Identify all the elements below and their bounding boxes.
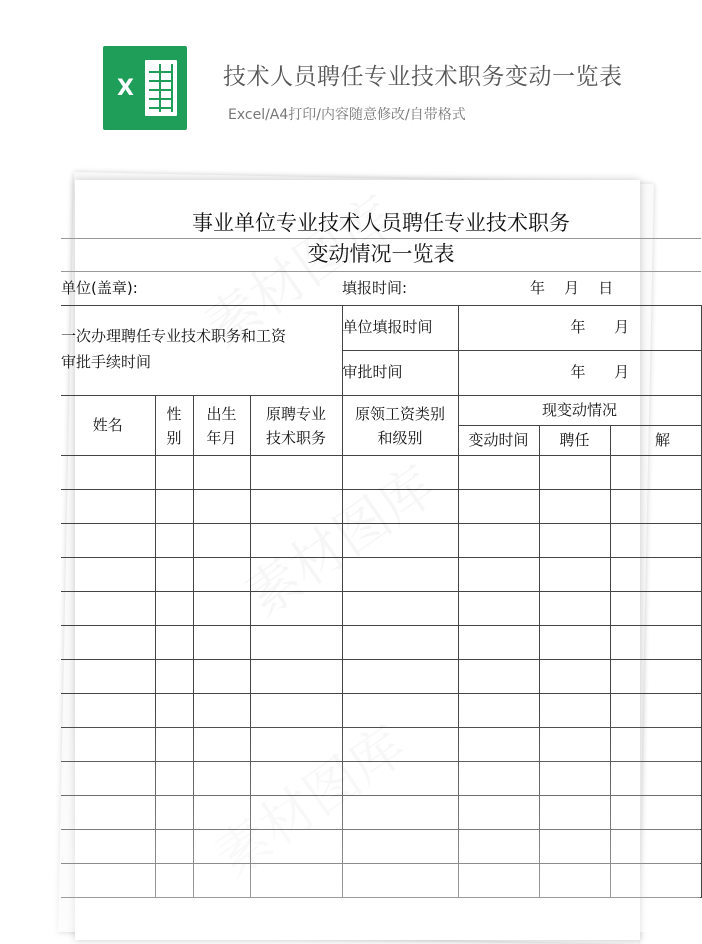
table-cell[interactable]: [539, 864, 610, 898]
table-cell[interactable]: [539, 694, 610, 728]
table-cell[interactable]: [610, 728, 701, 762]
table-cell[interactable]: [193, 592, 250, 626]
header-birth-1: 出生: [206, 404, 237, 423]
table-cell[interactable]: [250, 558, 342, 592]
header-current-change: 现变动情况: [458, 396, 701, 426]
excel-logo-icon: [103, 46, 187, 130]
table-cell[interactable]: [342, 728, 458, 762]
sheet-preview: [61, 180, 671, 940]
table-cell[interactable]: [155, 626, 193, 660]
last-process-line2: 审批手续时间: [61, 352, 152, 371]
table-cell[interactable]: [193, 762, 250, 796]
table-cell[interactable]: [61, 830, 155, 864]
table-cell[interactable]: [250, 456, 342, 490]
table-row: [61, 830, 701, 864]
table-cell[interactable]: [539, 524, 610, 558]
table-cell[interactable]: [458, 660, 539, 694]
header-birth-2: 年月: [206, 428, 237, 447]
table-cell[interactable]: [193, 830, 250, 864]
table-cell[interactable]: [193, 456, 250, 490]
table-cell[interactable]: [155, 762, 193, 796]
fill-day: 日: [598, 278, 614, 297]
header-original-post-2: 技术职务: [266, 428, 327, 447]
table-cell[interactable]: [155, 592, 193, 626]
table-cell[interactable]: [155, 558, 193, 592]
table-cell[interactable]: [610, 762, 701, 796]
table-cell[interactable]: [342, 490, 458, 524]
approval-month: 月: [614, 363, 630, 382]
table-cell[interactable]: [155, 728, 193, 762]
approval-time-label: 审批时间: [342, 351, 458, 396]
table-cell[interactable]: [155, 694, 193, 728]
last-process-line1: 一次办理聘任专业技术职务和工资: [61, 327, 287, 345]
table-cell[interactable]: [250, 796, 342, 830]
table-cell[interactable]: [342, 762, 458, 796]
fill-time-label: 填报时间:: [342, 272, 458, 306]
table-cell[interactable]: [250, 728, 342, 762]
table-cell[interactable]: [193, 490, 250, 524]
page-subtitle: Excel/A4打印/内容随意修改/自带格式: [228, 107, 466, 123]
table-cell[interactable]: [342, 694, 458, 728]
header-salary-2: 和级别: [377, 428, 423, 447]
table-cell[interactable]: [539, 558, 610, 592]
table-cell[interactable]: [61, 524, 155, 558]
table-cell[interactable]: [61, 864, 155, 898]
table-cell[interactable]: [250, 864, 342, 898]
header-name: 姓名: [61, 396, 155, 456]
table-cell[interactable]: [193, 728, 250, 762]
table-cell[interactable]: [155, 796, 193, 830]
table-row: [61, 796, 701, 830]
table-cell[interactable]: [342, 830, 458, 864]
table-row: [61, 490, 701, 524]
header-birth: [193, 396, 250, 456]
table-cell[interactable]: [539, 660, 610, 694]
table-cell[interactable]: [458, 490, 539, 524]
table-cell[interactable]: [250, 830, 342, 864]
table-cell[interactable]: [610, 660, 701, 694]
table-cell[interactable]: [342, 626, 458, 660]
table-cell[interactable]: [61, 796, 155, 830]
header-gender-1: 性: [166, 404, 182, 423]
table-cell[interactable]: [61, 626, 155, 660]
table-cell[interactable]: [610, 864, 701, 898]
table-cell[interactable]: [539, 456, 610, 490]
table-cell[interactable]: [155, 864, 193, 898]
spreadsheet: [61, 180, 701, 940]
table-cell[interactable]: [458, 558, 539, 592]
table-cell[interactable]: [539, 830, 610, 864]
table-cell[interactable]: [342, 558, 458, 592]
table-cell[interactable]: [458, 796, 539, 830]
table-cell[interactable]: [193, 660, 250, 694]
table-cell[interactable]: [193, 864, 250, 898]
approval-time-value: [458, 351, 701, 396]
table-cell[interactable]: [155, 660, 193, 694]
table-cell[interactable]: [610, 830, 701, 864]
table-cell[interactable]: [155, 524, 193, 558]
table-cell[interactable]: [458, 830, 539, 864]
table-cell[interactable]: [539, 626, 610, 660]
table-cell[interactable]: [250, 592, 342, 626]
header-gender-2: 别: [166, 428, 182, 447]
table-cell[interactable]: [61, 558, 155, 592]
table-cell[interactable]: [61, 728, 155, 762]
fill-year: 年: [530, 278, 546, 297]
table-cell[interactable]: [539, 490, 610, 524]
header-gender: [155, 396, 193, 456]
table-cell[interactable]: [250, 626, 342, 660]
table-row: [61, 694, 701, 728]
table-cell[interactable]: [539, 796, 610, 830]
table-cell[interactable]: [458, 524, 539, 558]
table-cell[interactable]: [250, 694, 342, 728]
table-row: [61, 660, 701, 694]
table-row: [61, 558, 701, 592]
table-cell[interactable]: [342, 660, 458, 694]
table-cell[interactable]: [458, 728, 539, 762]
table-cell[interactable]: [61, 660, 155, 694]
table-cell[interactable]: [193, 626, 250, 660]
table-row: [61, 728, 701, 762]
table-cell[interactable]: [610, 592, 701, 626]
table-cell[interactable]: [193, 524, 250, 558]
table-cell[interactable]: [539, 762, 610, 796]
table-cell[interactable]: [61, 490, 155, 524]
table-cell[interactable]: [193, 558, 250, 592]
table-row: [61, 626, 701, 660]
table-cell[interactable]: [610, 490, 701, 524]
header-original-post-1: 原聘专业: [266, 404, 327, 423]
table-cell[interactable]: [458, 864, 539, 898]
header-salary-1: 原领工资类别: [355, 404, 446, 423]
table-cell[interactable]: [193, 796, 250, 830]
last-process-cell: [61, 306, 342, 396]
table-cell[interactable]: [342, 456, 458, 490]
sheet-title-block: [61, 180, 701, 271]
table-cell[interactable]: [61, 456, 155, 490]
table-cell[interactable]: [458, 592, 539, 626]
table-cell[interactable]: [458, 694, 539, 728]
table-cell[interactable]: [610, 456, 701, 490]
table-cell[interactable]: [61, 762, 155, 796]
page-title: 技术人员聘任专业技术职务变动一览表: [223, 64, 623, 90]
logo-letter: X: [117, 76, 134, 101]
sheet-table: [61, 271, 702, 898]
table-cell[interactable]: [250, 660, 342, 694]
unit-fill-time-value: [458, 306, 701, 351]
table-row: [61, 524, 701, 558]
header-original-post: [250, 396, 342, 456]
sheet-title-line1: 事业单位专业技术人员聘任专业技术职务: [192, 210, 570, 235]
table-cell[interactable]: [155, 490, 193, 524]
table-cell[interactable]: [610, 796, 701, 830]
fill-month: 月: [564, 278, 580, 297]
table-cell[interactable]: [539, 728, 610, 762]
unit-seal-label: 单位(盖章):: [61, 272, 342, 306]
unit-fill-year: 年: [570, 318, 586, 337]
table-cell[interactable]: [61, 694, 155, 728]
table-cell[interactable]: [155, 830, 193, 864]
unit-fill-time-label: 单位填报时间: [342, 306, 458, 351]
empty-rows: [61, 456, 701, 898]
table-cell[interactable]: [342, 524, 458, 558]
table-row: [61, 592, 701, 626]
header-dismiss: 解: [610, 426, 701, 456]
table-row: [61, 762, 701, 796]
table-cell[interactable]: [250, 524, 342, 558]
table-row: [61, 864, 701, 898]
unit-fill-month: 月: [614, 318, 630, 337]
table-cell[interactable]: [610, 626, 701, 660]
table-cell[interactable]: [458, 762, 539, 796]
table-cell[interactable]: [193, 694, 250, 728]
header-salary: [342, 396, 458, 456]
table-cell[interactable]: [342, 592, 458, 626]
table-cell[interactable]: [61, 592, 155, 626]
table-cell[interactable]: [458, 626, 539, 660]
table-row: [61, 456, 701, 490]
header-change-time: 变动时间: [458, 426, 539, 456]
table-cell[interactable]: [342, 796, 458, 830]
table-cell[interactable]: [610, 694, 701, 728]
approval-year: 年: [570, 363, 586, 382]
table-cell[interactable]: [342, 864, 458, 898]
table-cell[interactable]: [250, 762, 342, 796]
table-cell[interactable]: [610, 524, 701, 558]
header-appoint: 聘任: [539, 426, 610, 456]
table-cell[interactable]: [250, 490, 342, 524]
table-cell[interactable]: [539, 592, 610, 626]
table-cell[interactable]: [458, 456, 539, 490]
fill-time-date: [458, 272, 701, 306]
sheet-title-line2: 变动情况一览表: [61, 239, 701, 272]
table-cell[interactable]: [610, 558, 701, 592]
table-cell[interactable]: [155, 456, 193, 490]
